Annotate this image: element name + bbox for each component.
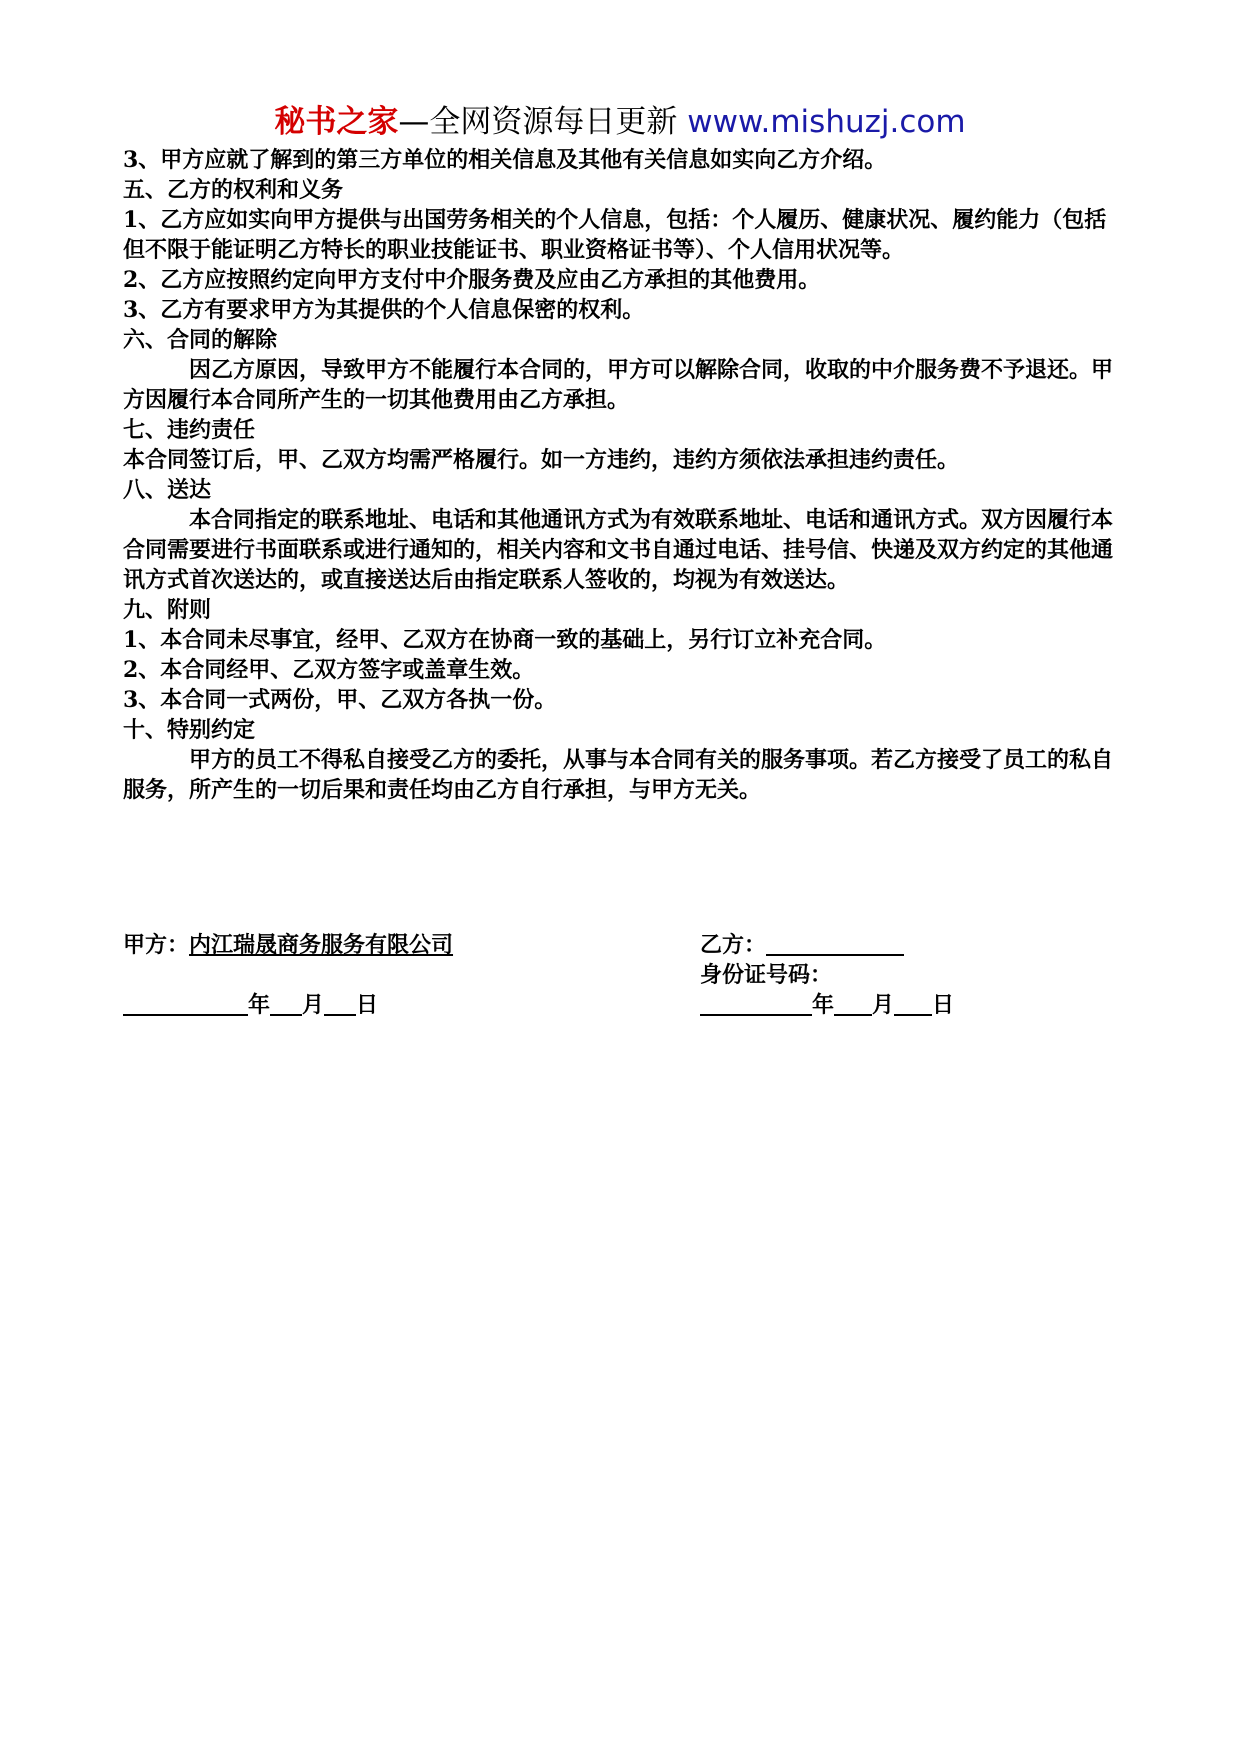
month-label: 月 bbox=[302, 992, 325, 1018]
section-6-title: 六、合同的解除 bbox=[123, 327, 278, 353]
year-label: 年 bbox=[812, 992, 835, 1018]
clause-6-body: 因乙方原因，导致甲方不能履行本合同的，甲方可以解除合同，收取的中介服务费不予退还。甲方因履行本合同所产生的一切其他费用由乙方承担。 bbox=[123, 357, 1114, 413]
party-a-label: 甲方： bbox=[123, 932, 190, 958]
clause-9-3: 3、本合同一式两份，甲、乙双方各执一份。 bbox=[123, 687, 557, 713]
year-blank[interactable] bbox=[700, 992, 812, 1016]
section-7-title: 七、违约责任 bbox=[123, 417, 256, 443]
month-label: 月 bbox=[872, 992, 895, 1018]
clause-5-2: 2、乙方应按照约定向甲方支付中介服务费及应由乙方承担的其他费用。 bbox=[123, 267, 821, 293]
month-blank[interactable] bbox=[270, 992, 302, 1016]
party-a-line bbox=[123, 930, 453, 960]
clause-5-1: 1、乙方应如实向甲方提供与出国劳务相关的个人信息，包括：个人履历、健康状况、履约能力（包括但不限于能证明乙方特长的职业技能证书、职业资格证书等）、个人信用状况等。 bbox=[123, 207, 1107, 263]
watermark-header bbox=[0, 102, 1240, 142]
day-label: 日 bbox=[932, 992, 955, 1018]
party-b-label: 乙方： bbox=[700, 932, 767, 958]
day-blank[interactable] bbox=[894, 992, 932, 1016]
day-blank[interactable] bbox=[324, 992, 356, 1016]
section-8-title: 八、送达 bbox=[123, 477, 212, 503]
month-blank[interactable] bbox=[834, 992, 872, 1016]
party-a-name: 内江瑞晟商务服务有限公司 bbox=[189, 932, 454, 958]
year-blank[interactable] bbox=[123, 992, 248, 1016]
clause-5-3: 3、乙方有要求甲方为其提供的个人信息保密的权利。 bbox=[123, 297, 645, 323]
day-label: 日 bbox=[356, 992, 379, 1018]
party-a-date bbox=[123, 990, 378, 1020]
party-b-blank[interactable] bbox=[766, 932, 904, 956]
section-9-title: 九、附则 bbox=[123, 597, 212, 623]
id-number-label: 身份证号码： bbox=[700, 962, 833, 988]
brand-tagline: —全网资源每日更新 bbox=[398, 104, 678, 140]
clause-10-body: 甲方的员工不得私自接受乙方的委托，从事与本合同有关的服务事项。若乙方接受了员工的私自服务，所产生的一切后果和责任均由乙方自行承担，与甲方无关。 bbox=[123, 747, 1114, 803]
site-url: www.mishuzj.com bbox=[687, 104, 966, 140]
clause-9-2: 2、本合同经甲、乙双方签字或盖章生效。 bbox=[123, 657, 535, 683]
clause-7-body: 本合同签订后，甲、乙双方均需严格履行。如一方违约，违约方须依法承担违约责任。 bbox=[123, 447, 960, 473]
party-b-line bbox=[700, 930, 904, 960]
brand-name: 秘书之家 bbox=[274, 104, 399, 140]
clause-8-body: 本合同指定的联系地址、电话和其他通讯方式为有效联系地址、电话和通讯方式。双方因履行本合同需要进行书面联系或进行通知的，相关内容和文书自通过电话、挂号信、快递及双方约定的其他通讯方式首次送达的，或直接送达后由指定联系人签收的，均视为有效送达。 bbox=[123, 507, 1114, 593]
id-number-line bbox=[700, 960, 832, 990]
party-b-date bbox=[700, 990, 954, 1020]
contract-body bbox=[123, 145, 1123, 805]
section-10-title: 十、特别约定 bbox=[123, 717, 256, 743]
clause-4-3: 3、甲方应就了解到的第三方单位的相关信息及其他有关信息如实向乙方介绍。 bbox=[123, 147, 887, 173]
clause-9-1: 1、本合同未尽事宜，经甲、乙双方在协商一致的基础上，另行订立补充合同。 bbox=[123, 627, 887, 653]
section-5-title: 五、乙方的权利和义务 bbox=[123, 177, 344, 203]
year-label: 年 bbox=[248, 992, 271, 1018]
